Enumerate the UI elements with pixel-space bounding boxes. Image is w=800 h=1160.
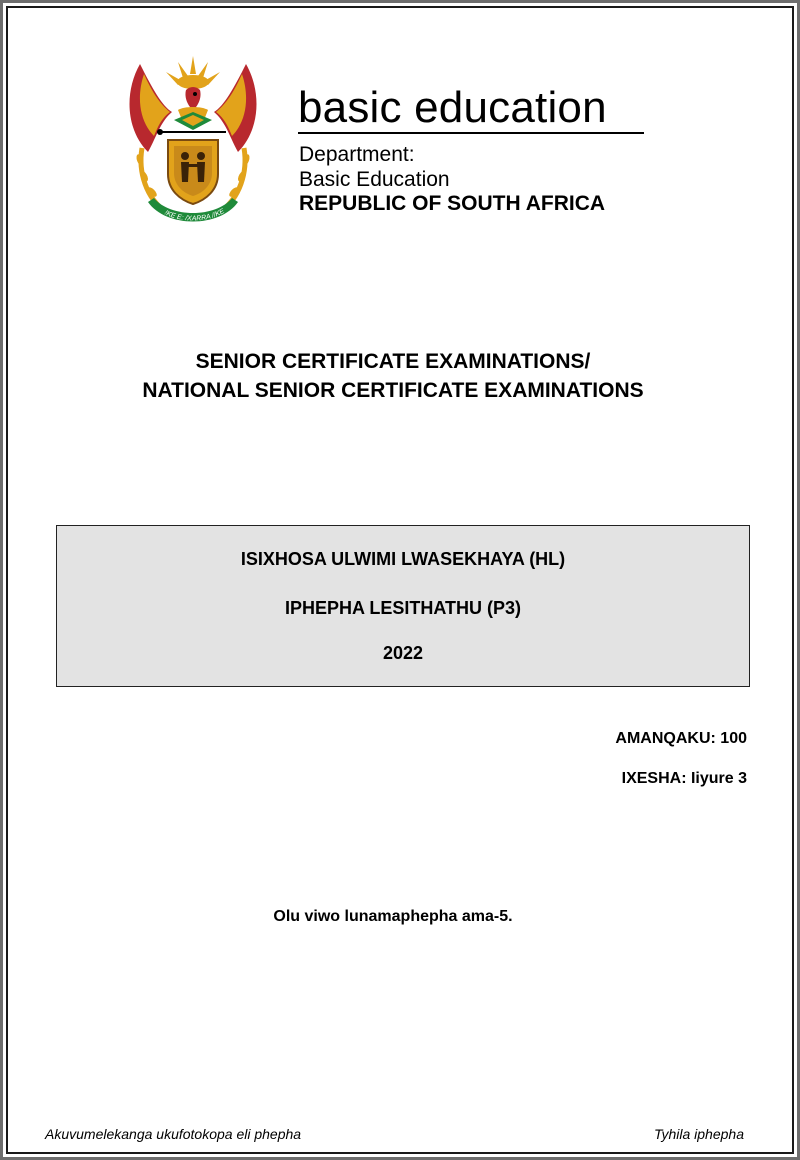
brand-divider	[298, 132, 644, 134]
department-name: Basic Education	[299, 168, 450, 191]
exam-title-line-1: SENIOR CERTIFICATE EXAMINATIONS/	[195, 350, 591, 373]
subject-box	[56, 525, 750, 687]
total-marks: AMANQAKU: 100	[615, 730, 747, 747]
exam-duration: IXESHA: Iiyure 3	[621, 770, 747, 787]
paper-number: IPHEPHA LESITHATHU (P3)	[284, 598, 521, 618]
svg-text:!KE E: /XARRA //KE: !KE E: /XARRA //KE	[163, 207, 226, 223]
page-count-note: Olu viwo lunamaphepha ama-5.	[273, 908, 513, 925]
subject-name: ISIXHOSA ULWIMI LWASEKHAYA (HL)	[240, 549, 566, 569]
exam-year: 2022	[382, 643, 424, 663]
brand-title: basic education	[298, 83, 607, 132]
country-name: REPUBLIC OF SOUTH AFRICA	[299, 192, 606, 215]
exam-title-line-2: NATIONAL SENIOR CERTIFICATE EXAMINATIONS	[142, 379, 644, 402]
coat-of-arms-logo	[122, 52, 264, 230]
copy-notice: Akuvumelekanga ukufotokopa eli phepha	[45, 1126, 302, 1142]
department-label: Department:	[299, 143, 415, 166]
turn-over-note: Tyhila iphepha	[653, 1126, 744, 1142]
